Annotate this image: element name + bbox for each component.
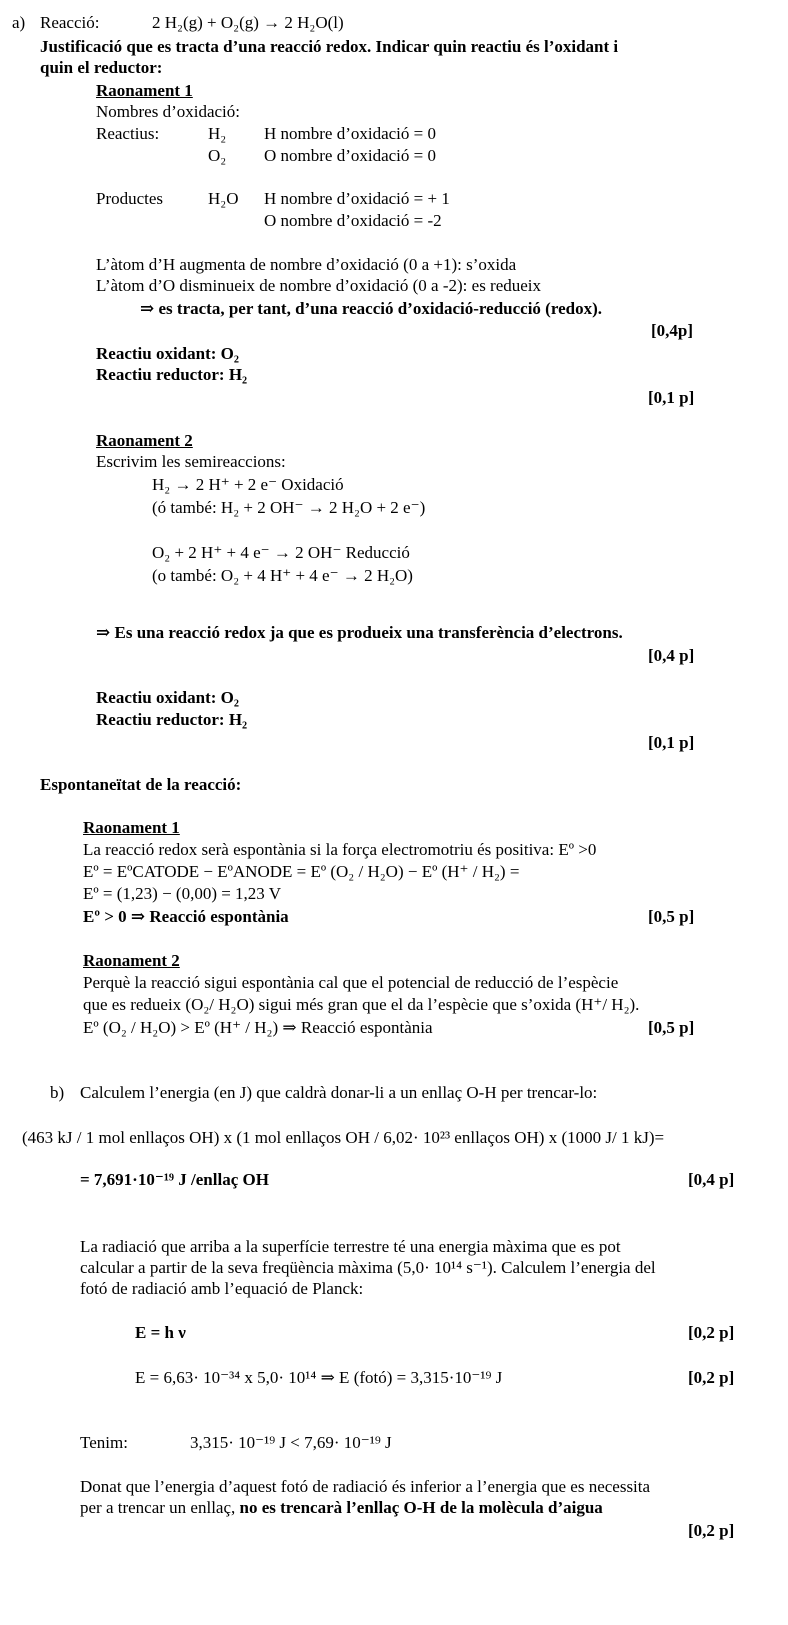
part-b-label: b): [50, 1083, 65, 1102]
final-line-2: [80, 1498, 603, 1518]
bond-energy-calculation: (463 kJ / 1 mol enllaços OH) x (1 mol enllaços OH / 6,02· 10²³ enllaços OH) x (1000 J/ 1 kJ)=: [22, 1128, 665, 1147]
r1-reductor: Reactiu reductor: H₂: [96, 365, 248, 384]
r1-oxidant: Reactiu oxidant: O₂: [96, 344, 239, 363]
esp-r1-line-1: La reacció redox serà espontània si la força electromotriu és positiva: Eº >0: [83, 840, 597, 859]
reactius-label: Reactius:: [96, 124, 160, 143]
r1-score-1: [0,4p]: [651, 321, 694, 340]
h-oxidised-line: L’àtom d’H augmenta de nombre d’oxidació (0 a +1): s’oxida: [96, 255, 517, 274]
r2-conclusion: ⇒ Es una reacció redox ja que es produeix una transferència d’electrons.: [96, 623, 623, 642]
final-line-2-plain: per a trencar un enllaç,: [80, 1498, 236, 1517]
semireaccions-intro: Escrivim les semireaccions:: [96, 452, 286, 471]
oxidation-half-reaction: H₂ → 2 H⁺ + 2 e⁻ Oxidació: [152, 475, 344, 494]
espontaneitat-heading: Espontaneïtat de la reacció:: [40, 775, 242, 794]
r2-oxidant: Reactiu oxidant: O₂: [96, 688, 239, 707]
final-score: [0,2 p]: [688, 1521, 735, 1540]
esp-r1-line-3: Eº = (1,23) − (0,00) = 1,23 V: [83, 884, 282, 903]
raonament-2-title: Raonament 2: [96, 431, 193, 450]
esp-r2-line-3: Eº (O₂ / H₂O) > Eº (H⁺ / H₂) ⇒ Reacció espontània: [83, 1018, 433, 1037]
radiation-line-3: fotó de radiació amb l’equació de Planck:: [80, 1279, 364, 1298]
o2-oxidation-number: O nombre d’oxidació = 0: [264, 146, 436, 165]
radiation-line-1: La radiació que arriba a la superfície terrestre té una energia màxima que es pot: [80, 1237, 621, 1256]
tenim-label: Tenim:: [80, 1433, 128, 1452]
r2-score-2: [0,1 p]: [648, 733, 695, 752]
h2o-formula: H₂O: [208, 189, 239, 208]
h2o-h-oxidation-number: H nombre d’oxidació = + 1: [264, 189, 450, 208]
esp-r2-score: [0,5 p]: [648, 1018, 695, 1037]
r2-score-1: [0,4 p]: [648, 646, 695, 665]
planck-score: [0,2 p]: [688, 1323, 735, 1342]
bond-energy-result: = 7,691·10⁻¹⁹ J /enllaç OH: [80, 1170, 269, 1189]
photon-energy-score: [0,2 p]: [688, 1368, 735, 1387]
esp-raonament-2-title: Raonament 2: [83, 951, 180, 970]
oxidation-numbers-heading: Nombres d’oxidació:: [96, 102, 240, 121]
esp-r2-line-1: Perquè la reacció sigui espontània cal que el potencial de reducció de l’espècie: [83, 973, 619, 992]
energy-comparison: 3,315· 10⁻¹⁹ J < 7,69· 10⁻¹⁹ J: [190, 1433, 392, 1452]
esp-r1-line-4: Eº > 0 ⇒ Reacció espontània: [83, 907, 289, 926]
r2-reductor: Reactiu reductor: H₂: [96, 710, 248, 729]
question-line-1: Justificació que es tracta d’una reacció redox. Indicar quin reactiu és l’oxidant i: [40, 37, 619, 56]
raonament-1-title: Raonament 1: [96, 81, 193, 100]
question-line-2: quin el reductor:: [40, 58, 163, 77]
reaccio-label: Reacció:: [40, 13, 100, 32]
h2-formula: H₂: [208, 124, 227, 143]
h2o-o-oxidation-number: O nombre d’oxidació = -2: [264, 211, 442, 230]
photon-energy-calculation: E = 6,63· 10⁻³⁴ x 5,0· 10¹⁴ ⇒ E (fotó) = 3,315·10⁻¹⁹ J: [135, 1368, 503, 1387]
r1-score-2: [0,1 p]: [648, 388, 695, 407]
o-reduced-line: L’àtom d’O disminueix de nombre d’oxidació (0 a -2): es redueix: [96, 276, 542, 295]
h2-oxidation-number: H nombre d’oxidació = 0: [264, 124, 436, 143]
planck-equation: E = h ν: [135, 1323, 186, 1342]
reaction-equation: 2 H₂(g) + O₂(g) → 2 H₂O(l): [152, 13, 344, 32]
part-a-label: a): [12, 13, 26, 32]
r1-conclusion: ⇒ es tracta, per tant, d’una reacció d’oxidació-reducció (redox).: [140, 299, 602, 318]
esp-raonament-1-title: Raonament 1: [83, 818, 180, 837]
esp-r1-score: [0,5 p]: [648, 907, 695, 926]
radiation-line-2: calcular a partir de la seva freqüència màxima (5,0· 10¹⁴ s⁻¹). Calculem l’energia del: [80, 1258, 656, 1277]
reduction-half-reaction-alt: (o també: O₂ + 4 H⁺ + 4 e⁻ → 2 H₂O): [152, 566, 413, 585]
o2-formula: O₂: [208, 146, 227, 165]
esp-r2-line-2: que es redueix (O₂/ H₂O) sigui més gran que el da l’espècie que s’oxida (H⁺/ H₂).: [83, 995, 640, 1014]
final-line-2-bold: no es trencarà l’enllaç O-H de la molècula d’aigua: [239, 1498, 603, 1517]
productes-label: Productes: [96, 189, 164, 208]
final-line-1: Donat que l’energia d’aquest fotó de radiació és inferior a l’energia que es necessita: [80, 1477, 651, 1496]
reduction-half-reaction: O₂ + 2 H⁺ + 4 e⁻ → 2 OH⁻ Reducció: [152, 543, 410, 562]
oxidation-half-reaction-alt: (ó també: H₂ + 2 OH⁻ → 2 H₂O + 2 e⁻): [152, 498, 426, 517]
esp-r1-line-2: Eº = EºCATODE − EºANODE = Eº (O₂ / H₂O) − Eº (H⁺ / H₂) =: [83, 862, 520, 881]
part-b-intro: Calculem l’energia (en J) que caldrà donar-li a un enllaç O-H per trencar-lo:: [80, 1083, 598, 1102]
bond-energy-score: [0,4 p]: [688, 1170, 735, 1189]
